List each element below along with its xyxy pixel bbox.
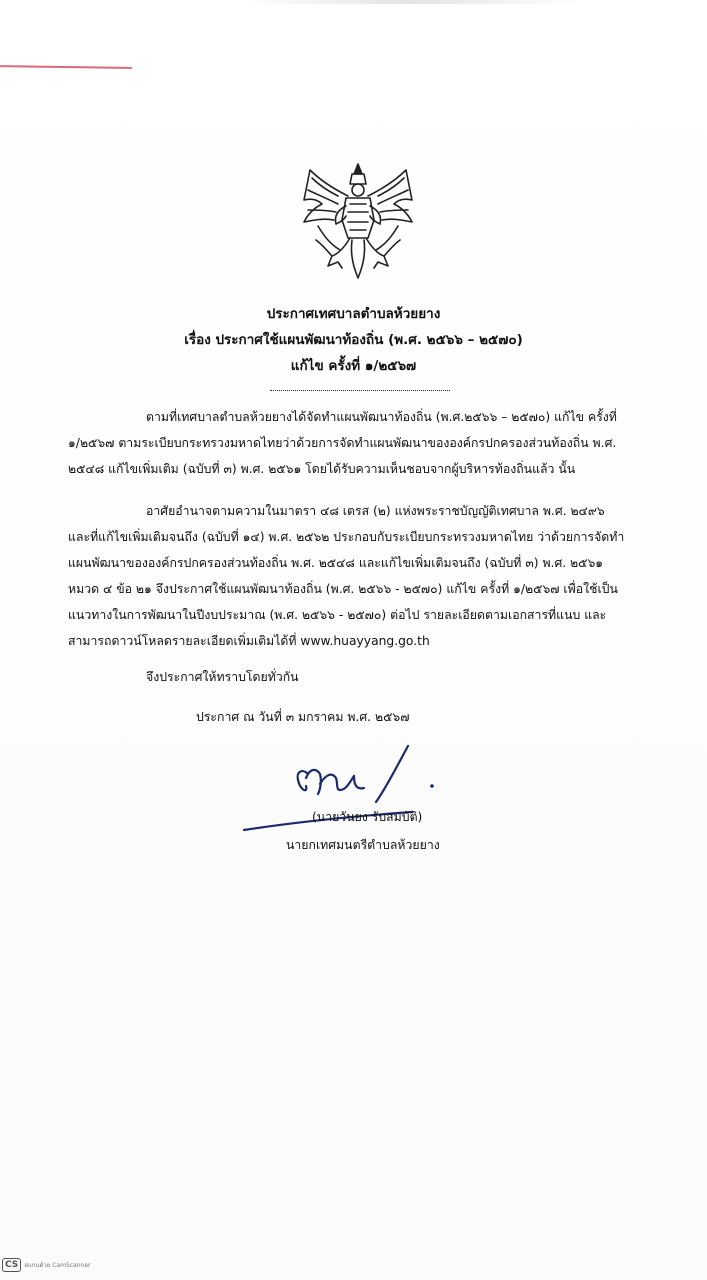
announcement-title: ประกาศเทศบาลตำบลห้วยยาง — [266, 306, 441, 322]
camscanner-text: สแกนด้วย CamScanner — [24, 1262, 91, 1269]
closing-statement: จึงประกาศให้ทราบโดยทั่วกัน — [146, 670, 299, 684]
paragraph2-line2: และที่แก้ไขเพิ่มเติมจนถึง (ฉบับที่ ๑๔) พ.ศ. ๒๕๖๒ ประกอบกับระเบียบกระทรวงมหาดไทย ว่าด้วยการจัดทำ — [68, 530, 625, 544]
signer-position: นายกเทศมนตรีตำบลห้วยยาง — [286, 838, 440, 852]
paragraph2-line3: แผนพัฒนาขององค์กรปกครองส่วนท้องถิ่น พ.ศ. ๒๕๔๘ และแก้ไขเพิ่มเติมจนถึง (ฉบับที่ ๓) พ.ศ. ๒๕๖๑ — [68, 556, 604, 570]
dotted-divider — [270, 390, 450, 391]
paragraph2-line4: หมวด ๔ ข้อ ๒๑ จึงประกาศใช้แผนพัฒนาท้องถิ่น (พ.ศ. ๒๕๖๖ - ๒๕๗๐) แก้ไข ครั้งที่ ๑/๒๕๖๗ เพื่อใช้เป็น — [68, 582, 618, 596]
signer-name: (นายวันยง รับสมบัติ) — [312, 810, 423, 824]
garuda-emblem-icon — [298, 160, 418, 282]
scan-edge-shadow — [240, 0, 580, 4]
paragraph1-line1: ตามที่เทศบาลตำบลห้วยยางได้จัดทำแผนพัฒนาท้องถิ่น (พ.ศ.๒๕๖๖ – ๒๕๗๐) แก้ไข ครั้งที่ — [146, 410, 617, 424]
paragraph1-line2: ๑/๒๕๖๗ ตามระเบียบกระทรวงมหาดไทยว่าด้วยการจัดทำแผนพัฒนาขององค์กรปกครองส่วนท้องถิ่น พ.ศ. — [68, 436, 617, 450]
paragraph2-line5: แนวทางในการพัฒนาในปีงบประมาณ (พ.ศ. ๒๕๖๖ - ๒๕๗๐) ต่อไป รายละเอียดตามเอกสารที่แนบ และ — [68, 608, 607, 622]
date-line: ประกาศ ณ วันที่ ๓ มกราคม พ.ศ. ๒๕๖๗ — [196, 710, 410, 724]
paragraph2-line6: สามารถดาวน์โหลดรายละเอียดเพิ่มเติมได้ที่ www.huayyang.go.th — [68, 634, 430, 648]
camscanner-logo-icon: CS — [2, 1258, 21, 1272]
announcement-subject: เรื่อง ประกาศใช้แผนพัฒนาท้องถิ่น (พ.ศ. ๒๕๖๖ – ๒๕๗๐) — [184, 332, 523, 348]
camscanner-watermark — [2, 1258, 90, 1272]
red-pen-mark — [0, 65, 132, 69]
paragraph2-line1: อาศัยอำนาจตามความในมาตรา ๔๘ เตรส (๒) แห่งพระราชบัญญัติเทศบาล พ.ศ. ๒๔๙๖ — [146, 504, 605, 518]
paragraph1-line3: ๒๕๔๘ แก้ไขเพิ่มเติม (ฉบับที่ ๓) พ.ศ. ๒๕๖๑ โดยได้รับความเห็นชอบจากผู้บริหารท้องถิ่นแล้ว นั้น — [68, 462, 576, 476]
announcement-revision: แก้ไข ครั้งที่ ๑/๒๕๖๗ — [290, 358, 417, 374]
